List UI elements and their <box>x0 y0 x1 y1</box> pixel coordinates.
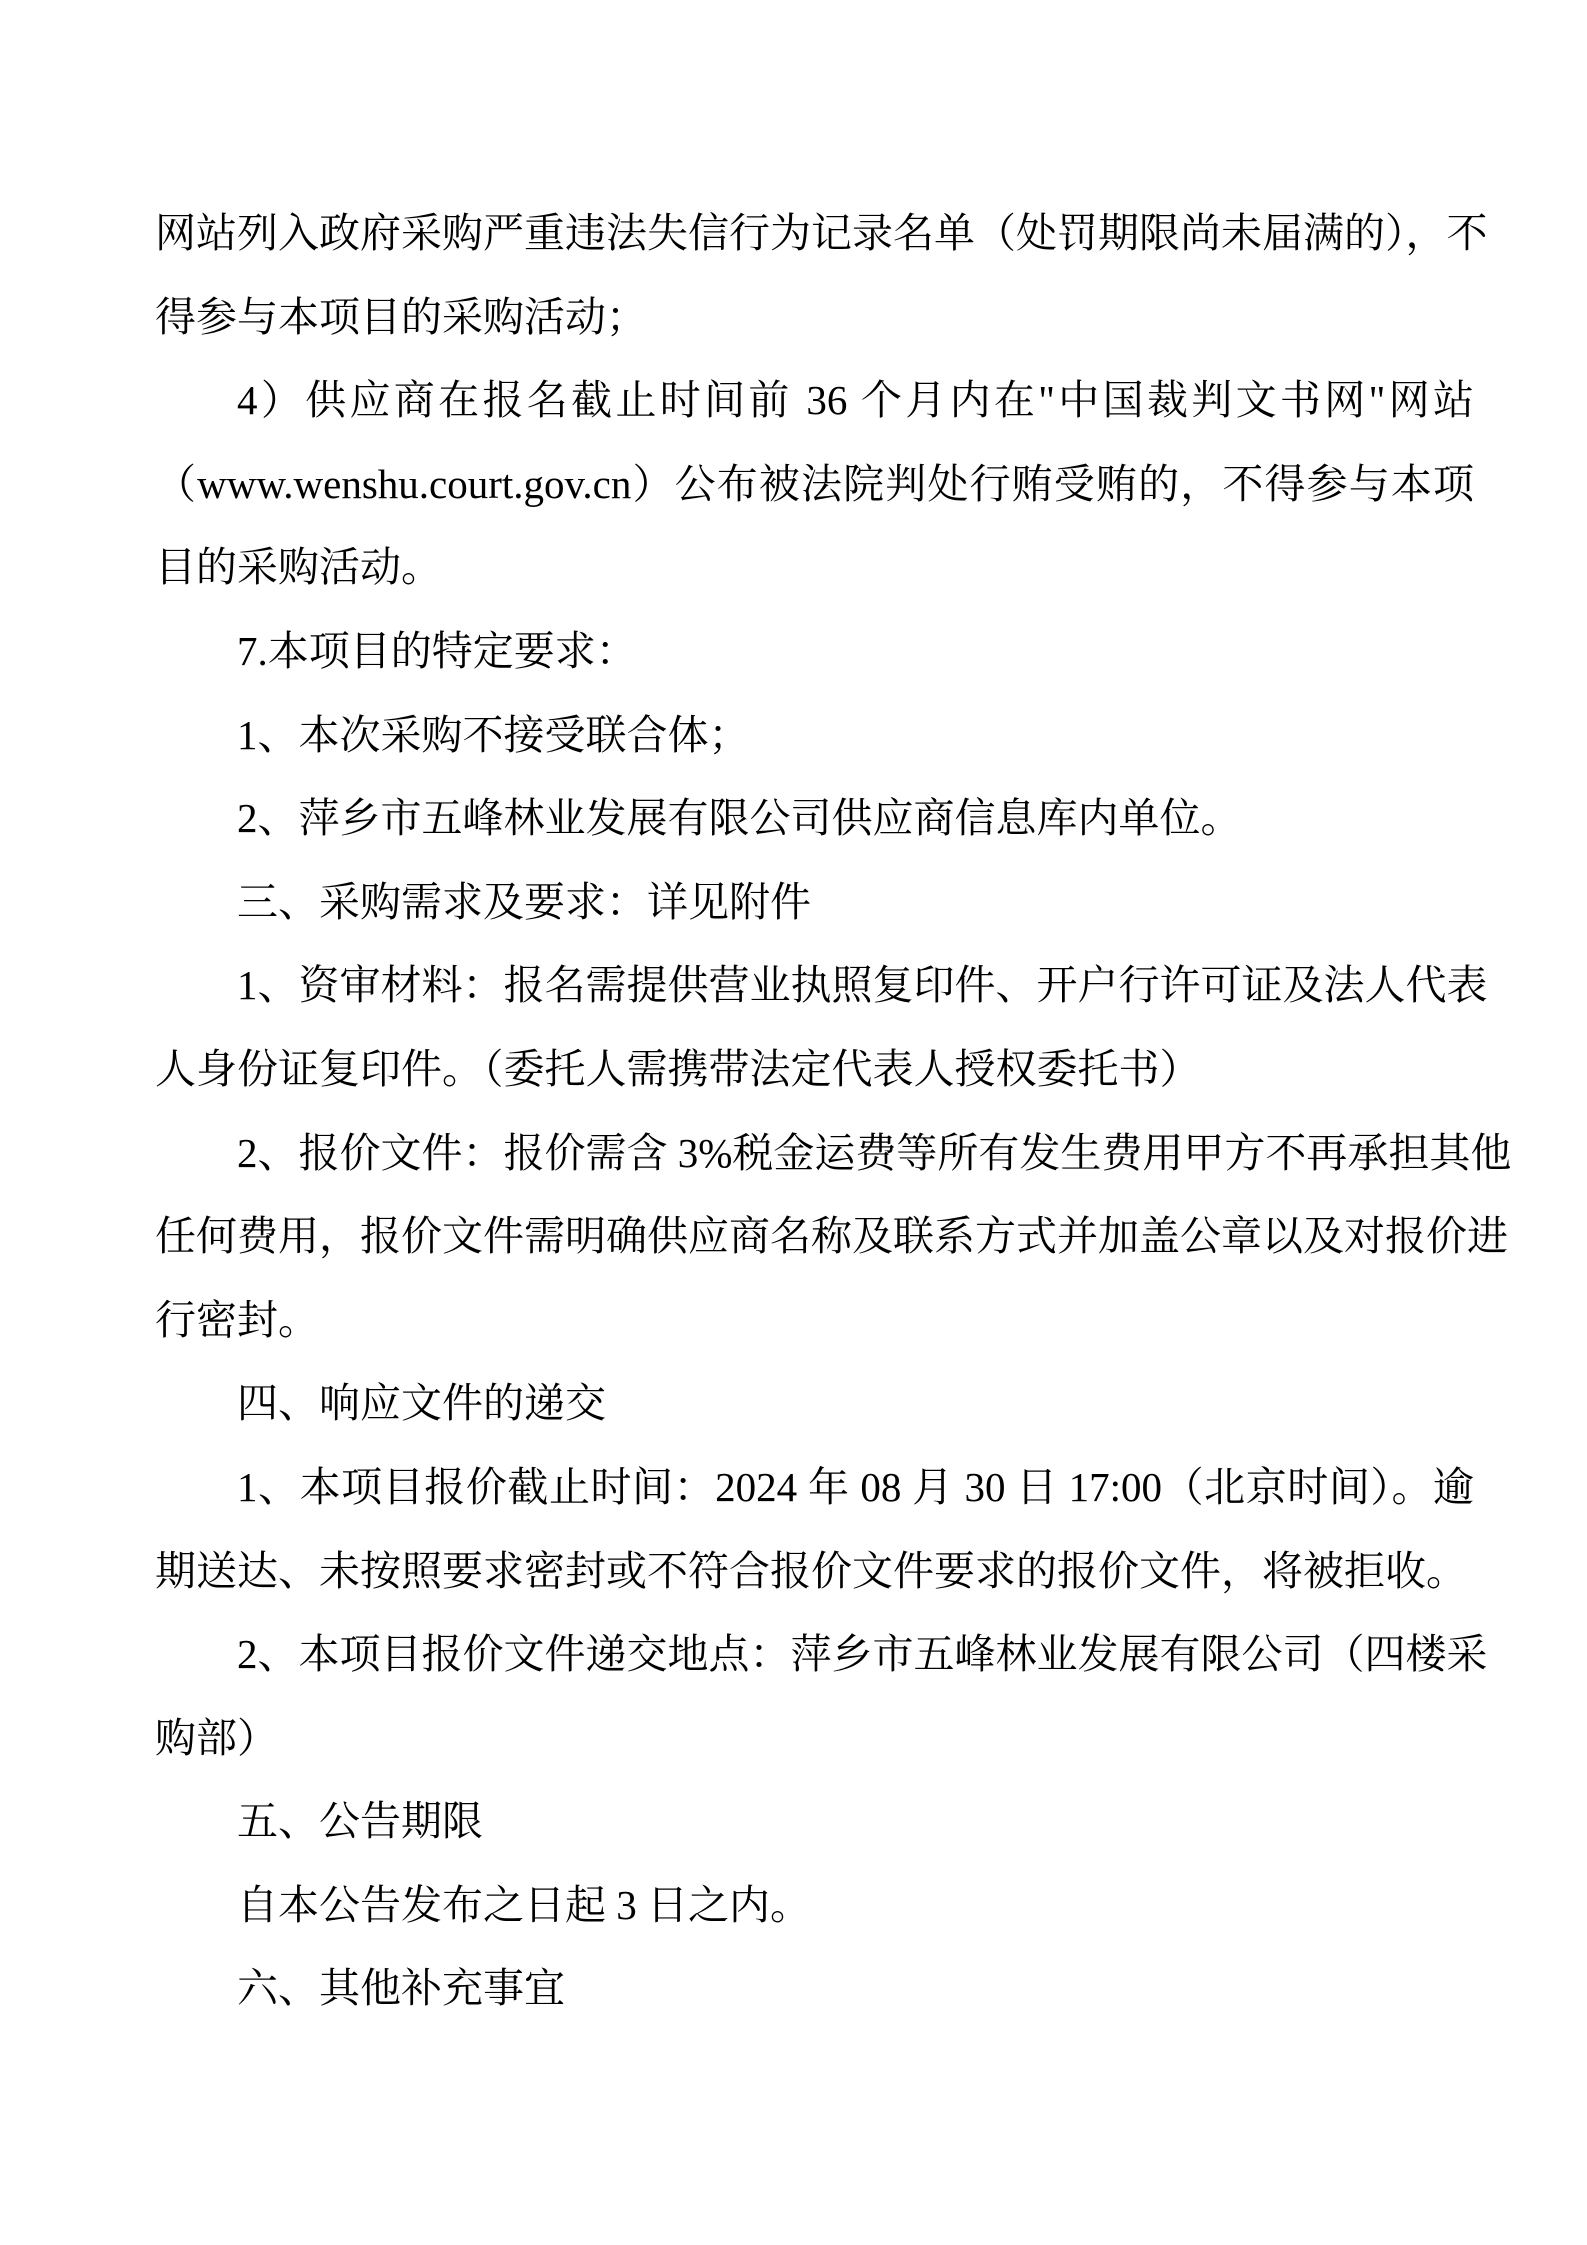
document-body <box>155 192 1512 2031</box>
text-line: 人身份证复印件。（委托人需携带法定代表人授权委托书） <box>155 1045 1201 1092</box>
text-line: 2、萍乡市五峰林业发展有限公司供应商信息库内单位。 <box>237 795 1242 842</box>
text-line: 得参与本项目的采购活动； <box>155 293 647 340</box>
text-line: 行密封。 <box>155 1296 319 1343</box>
text-line: 任何费用，报价文件需明确供应商名称及联系方式并加盖公章以及对报价进 <box>155 1213 1508 1260</box>
text-line: 网站列入政府采购严重违法失信行为记录名单（处罚期限尚未届满的），不 <box>155 210 1488 256</box>
text-line: 五、公告期限 <box>237 1798 483 1845</box>
text-line: 期送达、未按照要求密封或不符合报价文件要求的报价文件，将被拒收。 <box>155 1547 1467 1594</box>
text-line: 目的采购活动。 <box>155 544 442 591</box>
text-line: （www.wenshu.court.gov.cn）公布被法院判处行贿受贿的，不得参与本项 <box>155 460 1474 507</box>
text-line: 4）供应商在报名截止时间前 36 个月内在"中国裁判文书网"网站 <box>237 377 1474 424</box>
text-line: 三、采购需求及要求：详见附件 <box>237 878 811 925</box>
text-line: 7.本项目的特定要求： <box>237 627 637 674</box>
text-line: 1、本项目报价截止时间：2024 年 08 月 30 日 17:00（北京时间）。逾 <box>237 1463 1474 1510</box>
text-line: 2、本项目报价文件递交地点：萍乡市五峰林业发展有限公司（四楼采 <box>237 1631 1488 1678</box>
text-line: 2、报价文件：报价需含 3%税金运费等所有发生费用甲方不再承担其他 <box>237 1129 1512 1176</box>
text-line: 购部） <box>155 1714 278 1761</box>
text-line: 自本公告发布之日起 3 日之内。 <box>237 1881 811 1928</box>
text-line: 六、其他补充事宜 <box>237 1965 565 2012</box>
text-line: 1、本次采购不接受联合体； <box>237 711 750 758</box>
text-line: 四、响应文件的递交 <box>237 1380 606 1427</box>
text-line: 1、资审材料：报名需提供营业执照复印件、开户行许可证及法人代表 <box>237 962 1488 1009</box>
